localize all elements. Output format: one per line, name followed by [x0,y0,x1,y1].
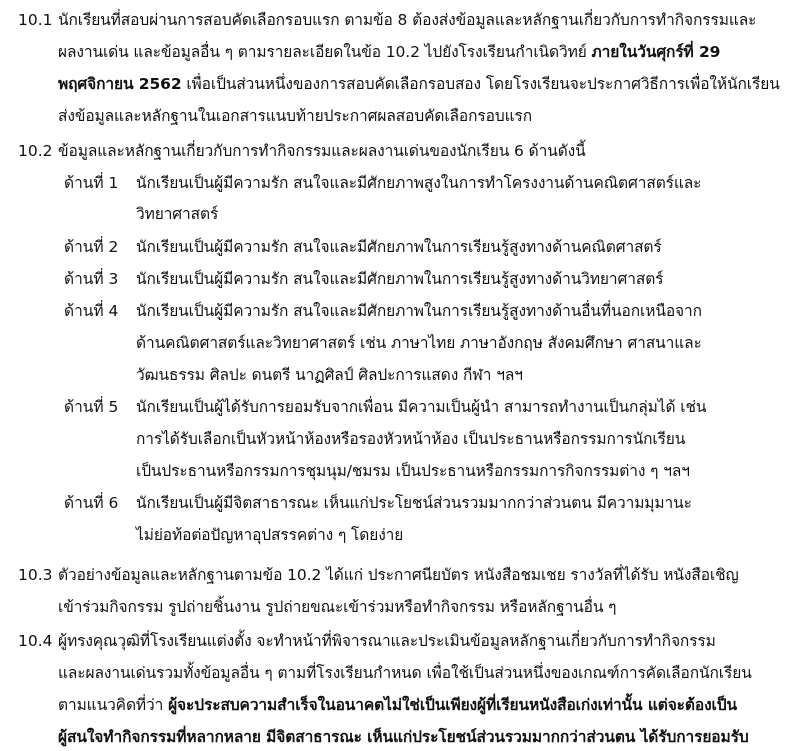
section-10-4-line-3-text: ตามแนวคิดที่ว่า [58,696,169,714]
section-10-2-heading: ข้อมูลและหลักฐานเกี่ยวกับการทำกิจกรรมและผลงานเด่นของนักเรียน 6 ด้านดังนี้ [58,142,586,160]
side-3-line-1: นักเรียนเป็นผู้มีความรัก สนใจและมีศักยภาพในการเรียนรู้สูงทางด้านวิทยาศาสตร์ [136,270,664,288]
section-10-3-line-2: เข้าร่วมกิจกรรม รูปถ่ายชิ้นงาน รูปถ่ายขณะเข้าร่วมหรือทำกิจกรรม หรือหลักฐานอื่น ๆ [58,598,617,616]
section-10-1-line-4: ส่งข้อมูลและหลักฐานในเอกสารแนบท้ายประกาศผลสอบคัดเลือกรอบแรก [58,107,532,125]
side-5-line-3: เป็นประธานหรือกรรมการชุมนุม/ชมรม เป็นประธานหรือกรรมการกิจกรรมต่าง ๆ ฯลฯ [136,462,690,480]
section-10-4-line-2: และผลงานเด่นรวมทั้งข้อมูลอื่น ๆ ตามที่โรงเรียนกำหนด เพื่อใช้เป็นส่วนหนึ่งของเกณฑ์การคัดเลือกนักเรียน [58,664,752,682]
section-10-1-line-2 [58,42,720,62]
section-number-10-3: 10.3 [18,566,53,584]
side-1-line-2: วิทยาศาสตร์ [136,205,219,223]
side-6-line-1: นักเรียนเป็นผู้มีจิตสาธารณะ เห็นแก่ประโยชน์ส่วนรวมมากกว่าส่วนตน มีความมุมานะ [136,494,692,512]
section-number-10-4: 10.4 [18,632,53,650]
side-2-label: ด้านที่ 2 [64,238,119,256]
side-5-label: ด้านที่ 5 [64,398,119,416]
section-10-4-line-3 [58,695,737,715]
side-1-line-1: นักเรียนเป็นผู้มีความรัก สนใจและมีศักยภาพสูงในการทำโครงงานด้านคณิตศาสตร์และ [136,174,702,192]
side-5-line-1: นักเรียนเป็นผู้ได้รับการยอมรับจากเพื่อน มีความเป็นผู้นำ สามารถทำงานเป็นกลุ่มได้ เช่น [136,398,707,416]
side-5-line-2: การได้รับเลือกเป็นหัวหน้าห้องหรือรองหัวหน้าห้อง เป็นประธานหรือกรรมการนักเรียน [136,430,686,448]
section-number-10-2: 10.2 [18,142,53,160]
side-3-label: ด้านที่ 3 [64,270,119,288]
deadline-month-text: พฤศจิกายน 2562 [58,75,182,93]
side-4-line-2: ด้านคณิตศาสตร์และวิทยาศาสตร์ เช่น ภาษาไทย ภาษาอังกฤษ สังคมศึกษา ศาสนาและ [136,334,702,352]
side-4-line-3: วัฒนธรรม ศิลปะ ดนตรี นาฏศิลป์ ศิลปะการแสดง กีฬา ฯลฯ [136,366,523,384]
section-10-1-line-3 [58,74,780,94]
section-number-10-1: 10.1 [18,11,53,29]
section-10-3-line-1: ตัวอย่างข้อมูลและหลักฐานตามข้อ 10.2 ได้แก่ ประกาศนียบัตร หนังสือชมเชย รางวัลที่ได้รับ หนังสือเชิญ [58,566,739,584]
section-10-1-line-3-text: เพื่อเป็นส่วนหนึ่งของการสอบคัดเลือกรอบสอง โดยโรงเรียนจะประกาศวิธีการเพื่อให้นักเรียน [181,75,780,93]
side-4-line-1: นักเรียนเป็นผู้มีความรัก สนใจและมีศักยภาพในการเรียนรู้สูงทางด้านอื่นที่นอกเหนือจาก [136,302,702,320]
emphasis-text-1: ผู้จะประสบความสำเร็จในอนาคตไม่ใช่เป็นเพียงผู้ที่เรียนหนังสือเก่งเท่านั้น แต่จะต้องเป็น [168,696,737,714]
side-6-label: ด้านที่ 6 [64,494,119,512]
section-10-4-line-4: ผู้สนใจทำกิจกรรมที่หลากหลาย มีจิตสาธารณะ เห็นแก่ประโยชน์ส่วนรวมมากกว่าส่วนตน ได้รับการยอมรับ [58,728,749,746]
side-4-label: ด้านที่ 4 [64,302,119,320]
side-2-line-1: นักเรียนเป็นผู้มีความรัก สนใจและมีศักยภาพในการเรียนรู้สูงทางด้านคณิตศาสตร์ [136,238,662,256]
section-10-1-line-1: นักเรียนที่สอบผ่านการสอบคัดเลือกรอบแรก ตามข้อ 8 ต้องส่งข้อมูลและหลักฐานเกี่ยวกับการทำกิจกรรมและ [58,11,757,29]
section-10-1-line-2-text: ผลงานเด่น และข้อมูลอื่น ๆ ตามรายละเอียดในข้อ 10.2 ไปยังโรงเรียนกำเนิดวิทย์ [58,43,592,61]
deadline-day-text: ภายในวันศุกร์ที่ 29 [591,43,721,61]
side-6-line-2: ไม่ย่อท้อต่อปัญหาอุปสรรคต่าง ๆ โดยง่าย [136,526,404,544]
side-1-label: ด้านที่ 1 [64,174,119,192]
section-10-4-line-1: ผู้ทรงคุณวุฒิที่โรงเรียนแต่งตั้ง จะทำหน้าที่พิจารณาและประเมินข้อมูลหลักฐานเกี่ยวกับการทำกิจกรรม [58,632,716,650]
